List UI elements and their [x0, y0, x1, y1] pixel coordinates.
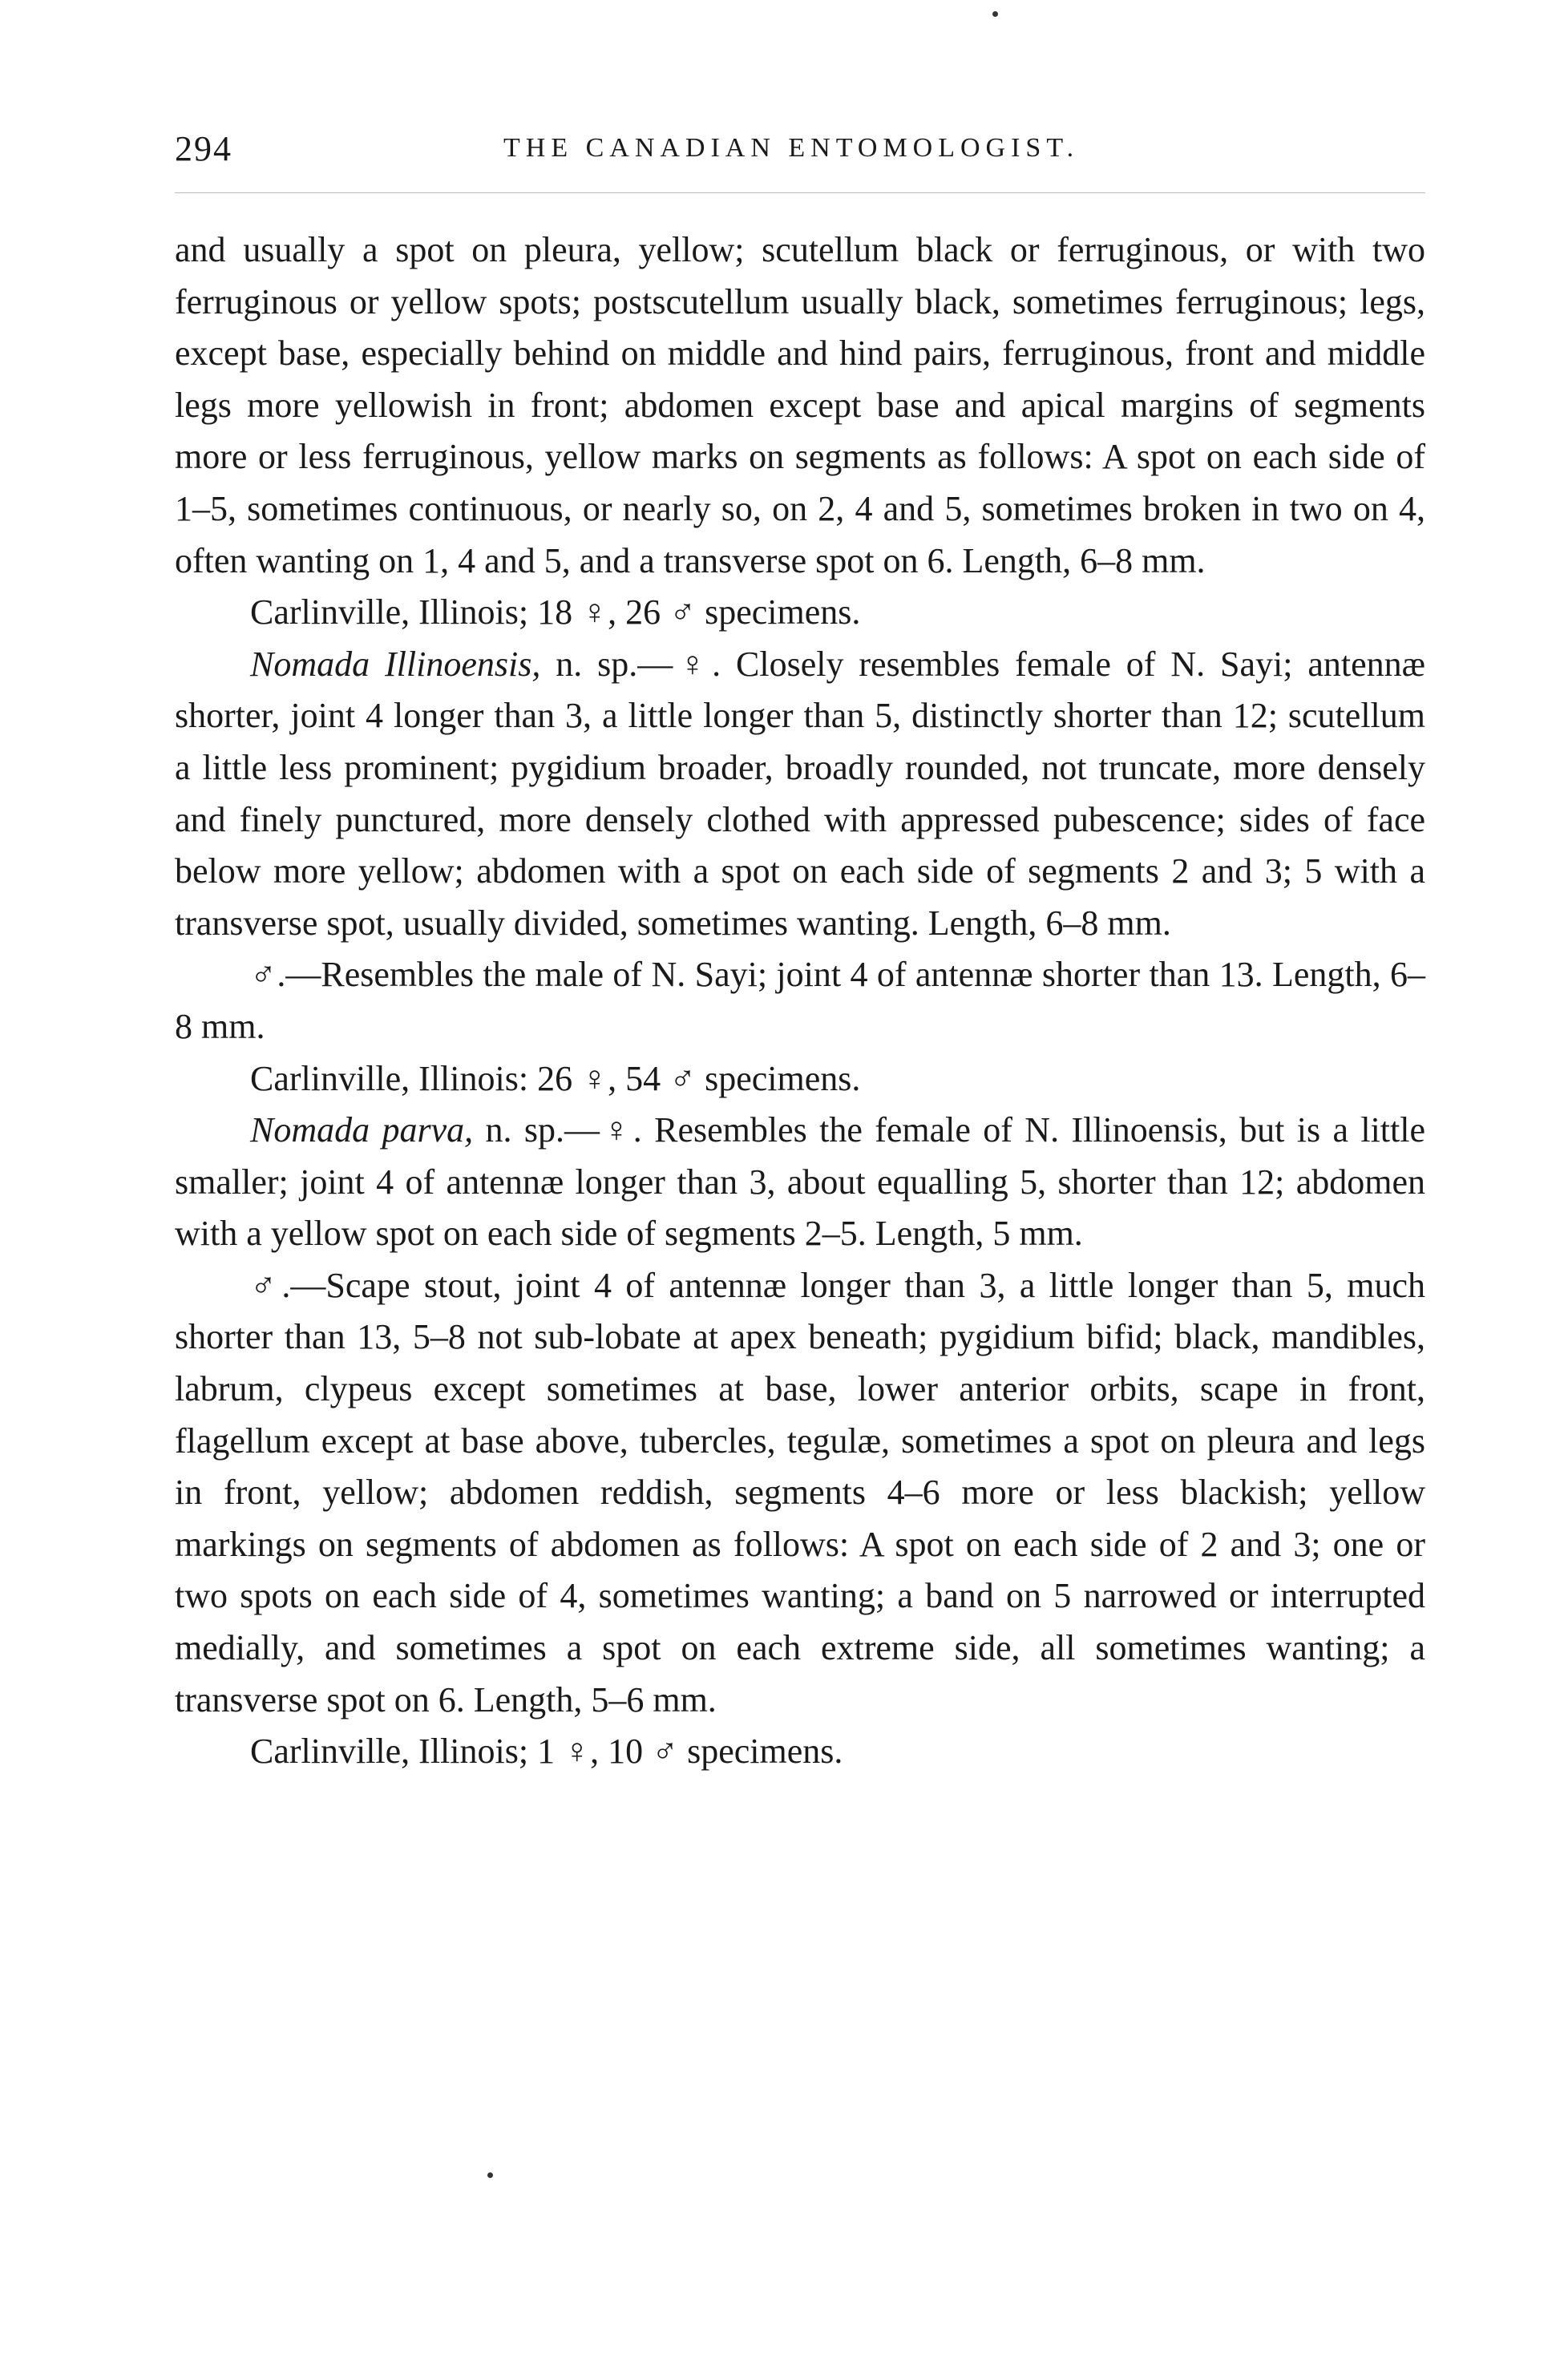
paragraph-text: Carlinville, Illinois: 26 ♀, 54 ♂ specimens. — [250, 1058, 861, 1098]
taxon-name: Nomada Illinoensis, — [250, 644, 541, 684]
paragraph-locality — [175, 1726, 1425, 1778]
paragraph-text: n. sp.—♀. Resembles the female of N. Illinoensis, but is a little smaller; joint 4 of antennæ longer than 3, about equalling 5, shorter than 12; abdomen with a yellow spot on each side of segments 2–5. Length, 5 mm. — [175, 1110, 1425, 1254]
page-header — [175, 128, 1425, 176]
paragraph-species-description — [175, 639, 1425, 950]
page-number: 294 — [175, 129, 232, 168]
paragraph-text: ♂.—Resembles the male of N. Sayi; joint 4 of antennæ shorter than 13. Length, 6–8 mm. — [175, 955, 1425, 1046]
body-text — [175, 224, 1425, 1778]
paragraph-continued-description — [175, 224, 1425, 587]
paragraph-species-description — [175, 1105, 1425, 1260]
running-head: THE CANADIAN ENTOMOLOGIST. — [503, 133, 1080, 163]
paragraph-locality — [175, 1053, 1425, 1105]
header-rule — [175, 192, 1425, 193]
print-speck — [487, 2172, 493, 2178]
print-speck — [992, 11, 998, 17]
paragraph-text: Carlinville, Illinois; 1 ♀, 10 ♂ specimens. — [250, 1732, 843, 1772]
paragraph-text: Carlinville, Illinois; 18 ♀, 26 ♂ specimens. — [250, 592, 861, 632]
paragraph-male-description — [175, 1260, 1425, 1726]
paragraph-text: ♂.—Scape stout, joint 4 of antennæ longer than 3, a little longer than 5, much shorter than 13, 5–8 not sub-lobate at apex beneath; pygidium bifid; black, mandibles, labrum, clypeus except sometimes at base, lower anterior orbits, scape in front, flagellum except at base above, tubercles, tegulæ, sometimes a spot on pleura and legs in front, yellow; abdomen reddish, segments 4–6 more or less blackish; yellow markings on segments of abdomen as follows: A spot on each side of 2 and 3; one or two spots on each side of 4, sometimes wanting; a band on 5 narrowed or interrupted medially, and sometimes a spot on each extreme side, all sometimes wanting; a transverse spot on 6. Length, 5–6 mm. — [175, 1265, 1425, 1719]
taxon-name: Nomada parva, — [250, 1110, 474, 1150]
paragraph-text: and usually a spot on pleura, yellow; scutellum black or ferruginous, or with two ferruginous or yellow spots; postscutellum usually black, sometimes ferruginous; legs, except base, especially behind on middle and hind pairs, ferruginous, front and middle legs more yellowish in front; abdomen except base and apical margins of segments more or less ferruginous, yellow marks on segments as follows: A spot on each side of 1–5, sometimes continuous, or nearly so, on 2, 4 and 5, sometimes broken in two on 4, often wanting on 1, 4 and 5, and a transverse spot on 6. Length, 6–8 mm. — [175, 230, 1425, 580]
paragraph-text: n. sp.—♀. Closely resembles female of N. Sayi; antennæ shorter, joint 4 longer than 3, a little longer than 5, distinctly shorter than 12; scutellum a little less prominent; pygidium broader, broadly rounded, not truncate, more densely and finely punctured, more densely clothed with appressed pubescence; sides of face below more yellow; abdomen with a spot on each side of segments 2 and 3; 5 with a transverse spot, usually divided, sometimes wanting. Length, 6–8 mm. — [175, 644, 1425, 943]
paragraph-locality — [175, 587, 1425, 639]
paragraph-male-description — [175, 949, 1425, 1053]
